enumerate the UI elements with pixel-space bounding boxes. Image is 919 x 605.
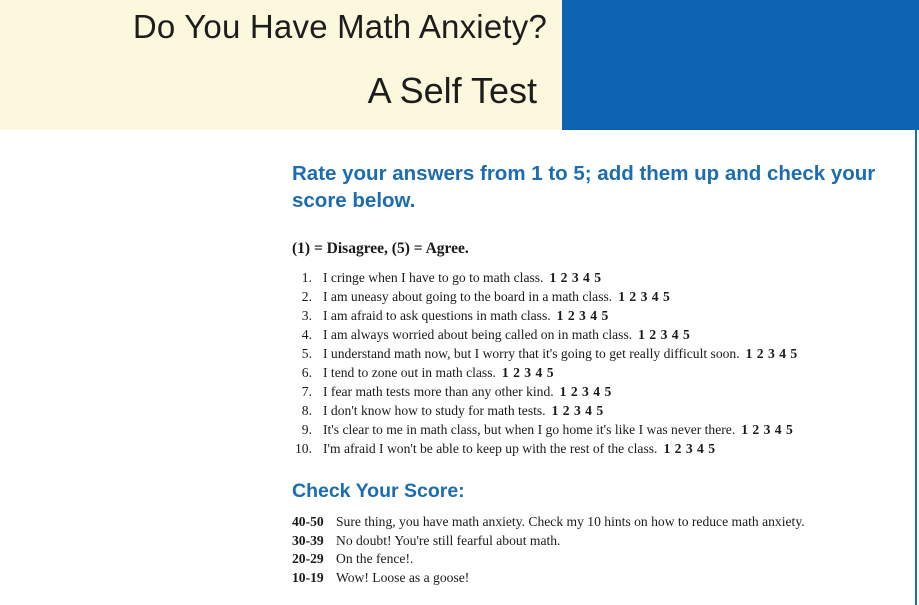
question-item bbox=[290, 439, 798, 458]
rating-scale: 1 2 3 4 5 bbox=[745, 346, 798, 361]
question-text: I am uneasy about going to the board in a math class. bbox=[323, 289, 613, 304]
question-item bbox=[290, 401, 798, 420]
rating-scale: 1 2 3 4 5 bbox=[638, 327, 691, 342]
page-title: Do You Have Math Anxiety? bbox=[132, 8, 547, 45]
question-item bbox=[290, 382, 798, 401]
question-number: 6. bbox=[301, 365, 312, 380]
instructions-heading: Rate your answers from 1 to 5; add them up and check your score below. bbox=[292, 162, 876, 212]
question-item bbox=[290, 268, 798, 287]
question-text: I tend to zone out in math class. bbox=[323, 365, 496, 380]
question-text: I am always worried about being called on in math class. bbox=[323, 327, 633, 342]
question-text: I cringe when I have to go to math class. bbox=[323, 270, 544, 285]
question-item bbox=[290, 306, 798, 325]
score-list bbox=[292, 513, 805, 587]
scale-legend: (1) = Disagree, (5) = Agree. bbox=[292, 240, 469, 257]
question-item bbox=[290, 363, 798, 382]
rating-scale: 1 2 3 4 5 bbox=[549, 270, 602, 285]
question-number: 1. bbox=[301, 270, 312, 285]
question-number: 8. bbox=[301, 403, 312, 418]
score-range: 40-50 bbox=[292, 514, 324, 529]
question-number: 7. bbox=[301, 384, 312, 399]
rating-scale: 1 2 3 4 5 bbox=[741, 422, 794, 437]
question-item bbox=[290, 325, 798, 344]
rating-scale: 1 2 3 4 5 bbox=[618, 289, 671, 304]
rating-scale: 1 2 3 4 5 bbox=[556, 308, 609, 323]
score-heading: Check Your Score: bbox=[292, 480, 465, 502]
score-text: Wow! Loose as a goose! bbox=[336, 569, 470, 585]
question-text: It's clear to me in math class, but when I go home it's like I was never there. bbox=[323, 422, 736, 437]
score-text: On the fence!. bbox=[336, 551, 414, 566]
question-text: I am afraid to ask questions in math class. bbox=[323, 308, 551, 323]
score-range: 20-29 bbox=[292, 551, 324, 566]
right-border-rule bbox=[915, 130, 917, 605]
page-subtitle: A Self Test bbox=[367, 70, 537, 111]
question-text: I'm afraid I won't be able to keep up with the rest of the class. bbox=[323, 441, 658, 456]
score-text: No doubt! You're still fearful about math. bbox=[336, 532, 561, 548]
rating-scale: 1 2 3 4 5 bbox=[663, 441, 716, 456]
question-item bbox=[290, 344, 798, 363]
question-number: 2. bbox=[301, 289, 312, 304]
score-item bbox=[292, 550, 805, 569]
rating-scale: 1 2 3 4 5 bbox=[551, 403, 604, 418]
question-text: I fear math tests more than any other kind. bbox=[323, 384, 554, 399]
score-item bbox=[292, 513, 805, 532]
question-number: 10. bbox=[295, 441, 312, 456]
question-item bbox=[290, 287, 798, 306]
score-item bbox=[292, 532, 805, 551]
header-blue-panel bbox=[562, 0, 919, 130]
score-text: Sure thing, you have math anxiety. Check my 10 hints on how to reduce math anxiety. bbox=[336, 514, 805, 529]
rating-scale: 1 2 3 4 5 bbox=[501, 365, 554, 380]
question-number: 4. bbox=[301, 327, 312, 342]
question-number: 9. bbox=[301, 422, 312, 437]
question-number: 5. bbox=[301, 346, 312, 361]
question-number: 3. bbox=[301, 308, 312, 323]
question-item bbox=[290, 420, 798, 439]
question-list bbox=[290, 268, 798, 458]
question-text: I don't know how to study for math tests. bbox=[323, 403, 546, 418]
rating-scale: 1 2 3 4 5 bbox=[559, 384, 612, 399]
question-text: I understand math now, but I worry that it's going to get really difficult soon. bbox=[323, 346, 740, 361]
score-item bbox=[292, 569, 805, 588]
score-range: 10-19 bbox=[292, 569, 324, 585]
score-range: 30-39 bbox=[292, 532, 324, 548]
